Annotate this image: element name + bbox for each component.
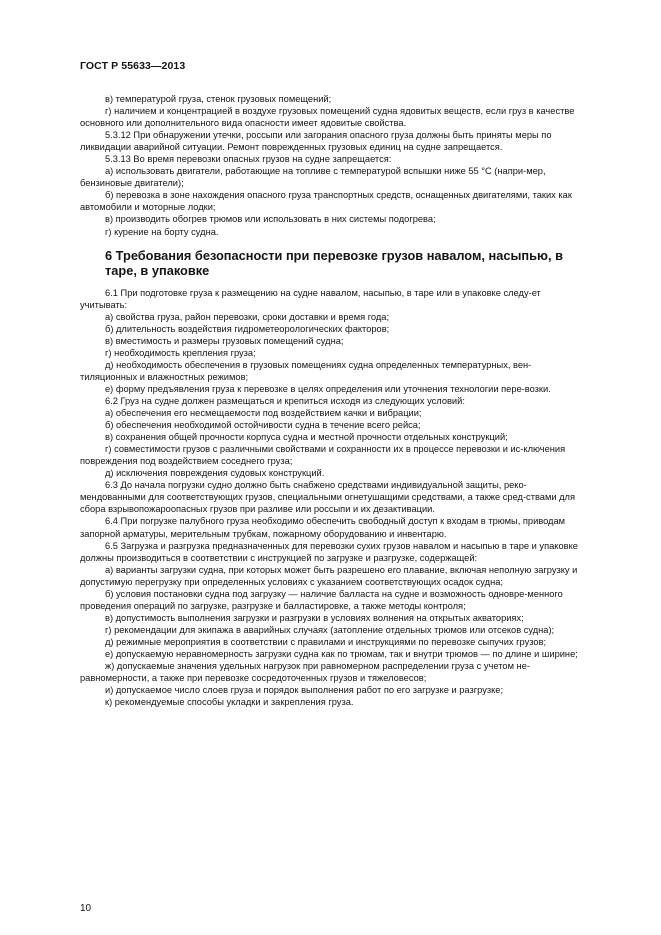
paragraph: 6.2 Груз на судне должен размещаться и крепиться исходя из следующих условий: [105, 395, 465, 406]
paragraph: г) наличием и концентрацией в воздухе грузовых помещений судна ядовитых веществ, если груз в качестве основного или дополнительного вида опасности имеет ядовитые свойства. [80, 106, 575, 129]
paragraph: к) рекомендуемые способы укладки и закрепления груза. [105, 697, 354, 708]
paragraph: 5.3.13 Во время перевозки опасных грузов на судне запрещается: [105, 154, 392, 165]
paragraph: 6.4 При погрузке палубного груза необходимо обеспечить свободный доступ к входам в трюмы, приводам запорной арматуры, мерительным трубкам, пожарному оборудованию и инвентарю. [80, 516, 566, 539]
paragraph: е) допускаемую неравномерность загрузки судна как по трюмам, так и внутри трюмов — по длине и ширине; [105, 648, 578, 659]
paragraph: и) допускаемое число слоев груза и порядок выполнения работ по его загрузке и разгрузке; [105, 685, 504, 696]
paragraph: в) допустимость выполнения загрузки и разгрузки в условиях волнения на открытых акваториях; [105, 612, 524, 623]
paragraph: в) производить обогрев трюмов или использовать в них системы подогрева; [105, 214, 436, 225]
paragraph: б) перевозка в зоне нахождения опасного груза транспортных средств, оснащенных двигателями, таких как автомобили и моторные лодки; [80, 190, 572, 213]
paragraph: ж) допускаемые значения удельных нагрузок при равномерном распределении груза с учетом не-равномерности, а также при перевозке сосредоточенных грузов и тяжеловесов; [80, 661, 530, 684]
document-body [80, 93, 585, 708]
paragraph: 6.5 Загрузка и разгрузка предназначенных для перевозки сухих грузов навалом и насыпью в таре и упаковке должны производиться в соответствии с инструкцией по загрузке и разгрузке, содержащей: [80, 540, 578, 563]
page-number: 10 [80, 903, 92, 914]
document-header: ГОСТ Р 55633—2013 [80, 60, 186, 72]
paragraph: 5.3.12 При обнаружении утечки, россыпи или загорания опасного груза должны быть приняты меры по ликвидации аварийной ситуации. Ремонт поврежденных грузовых единиц на судне запрещается. [80, 130, 552, 153]
paragraph: в) сохранения общей прочности корпуса судна и местной прочности отдельных конструкций; [105, 432, 508, 443]
paragraph: 6.1 При подготовке груза к размещению на судне навалом, насыпью, в таре или в упаковке следу-ет учитывать: [80, 287, 541, 310]
paragraph: 6.3 До начала погрузки судно должно быть снабжено средствами индивидуальной защиты, реко-мендованными для соответствующих грузов, специальными огнетушащими средствами, а также сред-ствами для сбора взрывопожароопасных грузов при разливе или россыпи и их дезактивации. [80, 480, 576, 515]
paragraph: а) обеспечения его несмещаемости под воздействием качки и вибрации; [105, 408, 422, 419]
paragraph: д) режимные мероприятия в соответствии с правилами и инструкциями по перевозке сыпучих грузов; [105, 636, 547, 647]
paragraph: д) необходимость обеспечения в грузовых помещениях судна определенных температурных, вен-тиляционных и влажностных режимов; [80, 359, 532, 382]
paragraph: б) условия постановки судна под загрузку — наличие балласта на судне и возможность одновре-менного проведения операций по загрузке, разгрузке и балластировке, а также методы контроля; [80, 588, 563, 611]
paragraph: г) рекомендации для экипажа в аварийных случаях (затопление отдельных трюмов или отсеков судна); [105, 624, 555, 635]
paragraph: в) вместимость и размеры грузовых помещений судна; [105, 335, 344, 346]
paragraph: г) необходимость крепления груза; [105, 347, 256, 358]
paragraph: б) длительность воздействия гидрометеорологических факторов; [105, 323, 390, 334]
paragraph: а) варианты загрузки судна, при которых может быть разрешено его плавание, включая неполную загрузку и допустимую перегрузку при определенных условиях с указанием соответствующих осадок судна; [80, 564, 578, 587]
paragraph: б) обеспечения необходимой остойчивости судна в течение всего рейса; [105, 420, 421, 431]
paragraph: в) температурой груза, стенок грузовых помещений; [105, 94, 332, 104]
paragraph: г) курение на борту судна. [105, 226, 219, 237]
paragraph: г) совместимости грузов с различными свойствами и сохранности их в процессе перевозки и ис-ключения повреждения под воздействием соседнего груза; [80, 444, 566, 467]
paragraph: д) исключения повреждения судовых конструкций. [105, 468, 325, 479]
paragraph: е) форму предъявления груза к перевозке в целях определения или уточнения технологии пере-возки. [105, 383, 551, 394]
paragraph: а) свойства груза, район перевозки, сроки доставки и время года; [105, 311, 390, 322]
paragraph: а) использовать двигатели, работающие на топливе с температурой вспышки ниже 55 °С (напри-мер, бензиновые двигатели); [80, 166, 546, 189]
section-heading: 6 Требования безопасности при перевозке грузов навалом, насыпью, в таре, в упаковке [105, 247, 563, 279]
